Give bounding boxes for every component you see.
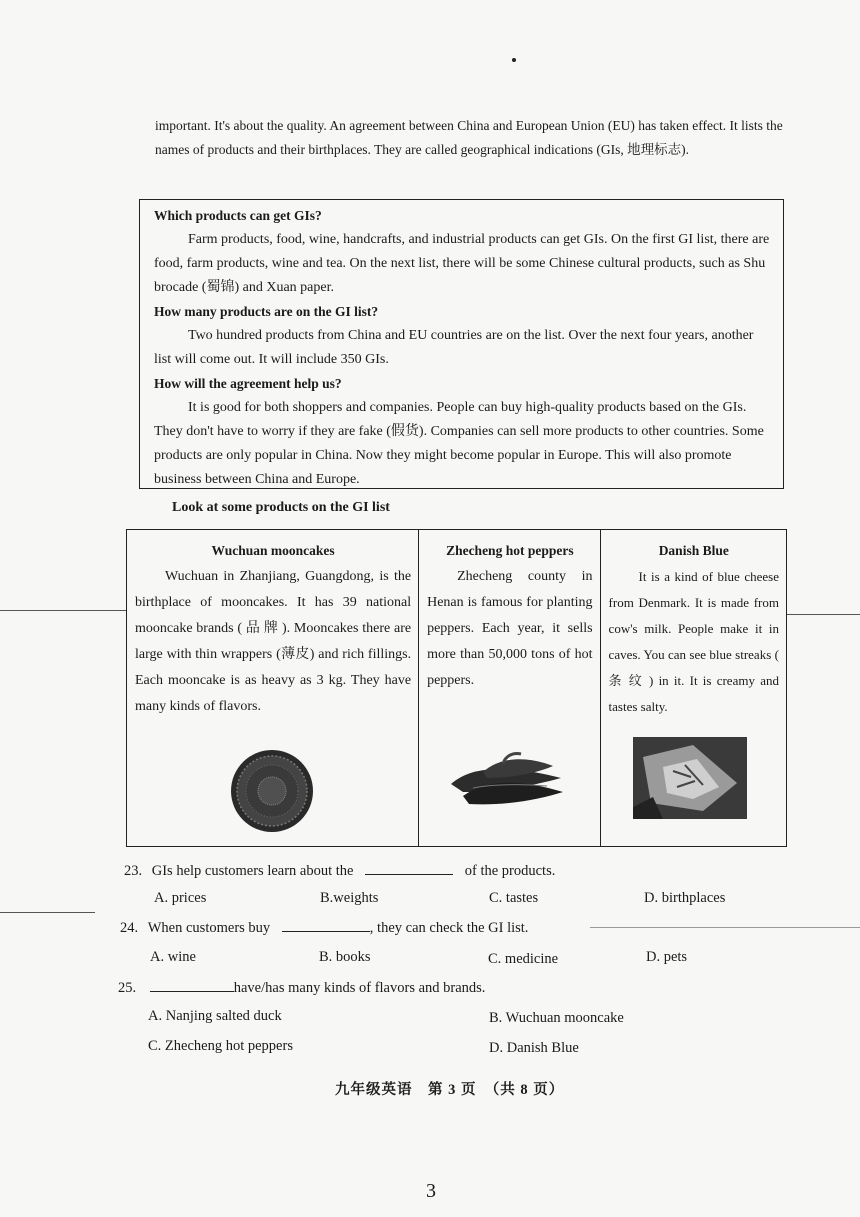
option-a[interactable]: A. wine: [150, 949, 196, 965]
scan-line: [787, 614, 860, 615]
page-footer: 九年级英语 第 3 页 （共 8 页）: [335, 1082, 565, 1098]
answer-paragraph: Farm products, food, wine, handcrafts, and industrial products can get GIs. On the first GI list, there are food, farm products, wine and tea. On the next list, there will be some Chinese cultural products, such as Shu brocade (蜀锦) and Xuan paper.: [154, 232, 770, 295]
scan-line: [0, 912, 95, 913]
question-number: 23.: [124, 863, 143, 879]
page-number: 3: [426, 1180, 436, 1202]
option-b[interactable]: B.weights: [320, 890, 379, 906]
product-heading: Wuchuan mooncakes: [211, 543, 335, 558]
product-column: [127, 530, 418, 846]
question-number: 25.: [118, 980, 137, 996]
question-heading: How will the agreement help us?: [154, 376, 342, 391]
product-description: Wuchuan in Zhanjiang, Guangdong, is the birthplace of mooncakes. It has 39 national mooncake brands ( 品 牌 ). Mooncakes there are large with thin wrappers (薄皮) and rich fillings. Each mooncake is as heavy as 3 kg. They have many kinds of flavors.: [135, 569, 412, 714]
answer-blank[interactable]: [365, 874, 453, 875]
question-stem: GIs help customers learn about the: [151, 863, 354, 879]
question-24: [120, 920, 528, 937]
scan-line: [590, 927, 860, 928]
gi-info-box: [139, 199, 784, 489]
option-c[interactable]: C. medicine: [488, 951, 559, 967]
scan-speck: [512, 58, 516, 62]
products-table: [126, 529, 787, 847]
product-column: [600, 530, 786, 846]
option-d[interactable]: D. birthplaces: [644, 890, 726, 906]
option-d[interactable]: D. pets: [646, 949, 688, 965]
blue-cheese-image: [633, 737, 747, 819]
option-c[interactable]: C. tastes: [489, 890, 539, 906]
question-23: [124, 863, 555, 880]
products-caption: Look at some products on the GI list: [172, 500, 390, 515]
option-a[interactable]: A. Nanjing salted duck: [148, 1008, 282, 1024]
product-heading: Zhecheng hot peppers: [446, 543, 574, 558]
option-b[interactable]: B. books: [319, 949, 371, 965]
option-a[interactable]: A. prices: [154, 890, 207, 906]
product-description: It is a kind of blue cheese from Denmark. It is made from cow's milk. People make it in caves. You can see blue streaks ( 条 纹 ) in it. It is creamy and tastes salty.: [608, 569, 779, 714]
question-heading: Which products can get GIs?: [154, 208, 322, 223]
answer-paragraph: Two hundred products from China and EU countries are on the list. Over the next four years, another list will come out. It will include 350 GIs.: [154, 328, 754, 367]
option-b[interactable]: B. Wuchuan mooncake: [489, 1010, 624, 1026]
question-number: 24.: [120, 920, 139, 936]
question-heading: How many products are on the GI list?: [154, 304, 379, 319]
question-stem-end: , they can check the GI list.: [369, 920, 529, 936]
question-25: [118, 980, 485, 997]
product-column: [418, 530, 599, 846]
mooncake-image: [229, 748, 315, 834]
answer-paragraph: It is good for both shoppers and companies. People can buy high-quality products based on the GIs. They don't have to worry if they are fake (假货). Companies can sell more products to other countries. Some products are only popular in China. Now they might become popular in Europe. This will also promote business between China and Europe.: [154, 400, 764, 487]
question-stem-end: of the products.: [464, 863, 556, 879]
hot-peppers-image: [443, 744, 573, 814]
answer-blank[interactable]: [282, 931, 370, 932]
option-d[interactable]: D. Danish Blue: [489, 1040, 579, 1056]
option-c[interactable]: C. Zhecheng hot peppers: [148, 1038, 293, 1054]
question-stem: When customers buy: [147, 920, 271, 936]
product-heading: Danish Blue: [658, 543, 729, 558]
scan-line: [0, 610, 126, 611]
product-description: Zhecheng county in Henan is famous for planting peppers. Each year, it sells more than 50,000 tons of hot peppers.: [427, 569, 593, 688]
intro-paragraph: important. It's about the quality. An agreement between China and European Union (EU) has taken effect. It lists the names of products and their birthplaces. They are called geographical indications (GIs, 地理标志).: [155, 118, 783, 157]
answer-blank[interactable]: [150, 991, 234, 992]
question-stem-end: have/has many kinds of flavors and brands.: [233, 980, 486, 996]
